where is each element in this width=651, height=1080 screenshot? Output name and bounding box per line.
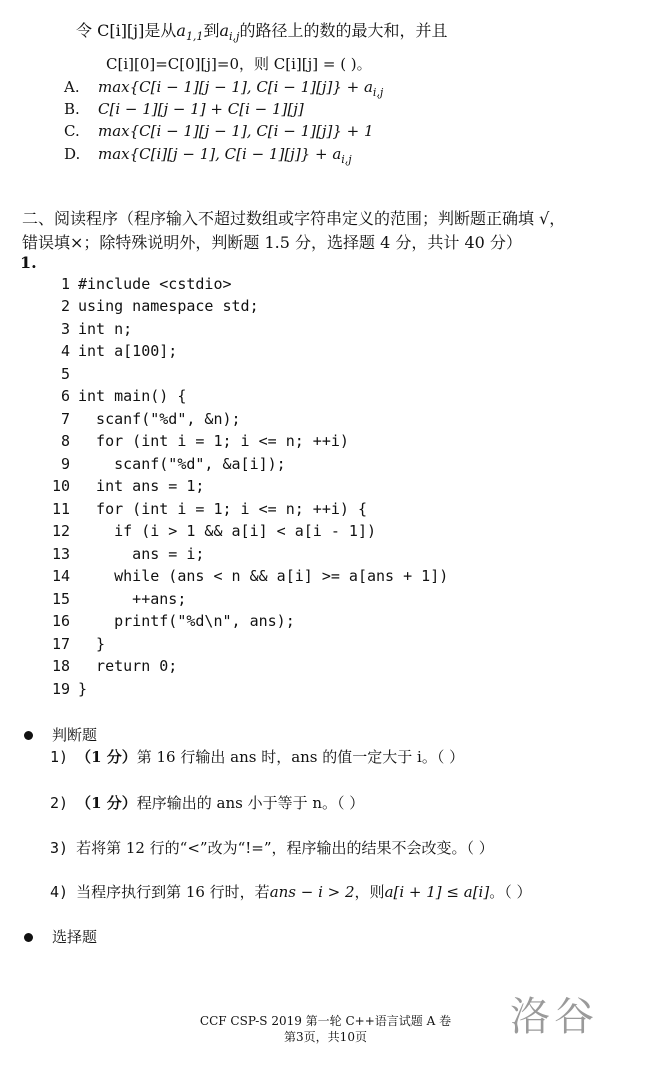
section-heading-line2: 错误填×；除特殊说明外，判断题 1.5 分，选择题 4 分，共计 40 分） (22, 233, 522, 252)
code-line: 16 printf("%d\n", ans); (51, 612, 295, 630)
code-line: 6 int main() { (60, 387, 187, 405)
judge-item-1: 1) （1 分）第 16 行输出 ans 时，ans 的值一定大于 i。（ ） (50, 748, 465, 766)
question-stem-line2: C[i][0]=C[0][j]=0，则 C[i][j] = ( )。 (106, 55, 372, 73)
code-line: 18 return 0; (51, 657, 178, 675)
judge-item-3: 3) 若将第 12 行的“<”改为“!=”，程序输出的结果不会改变。（ ） (50, 839, 494, 857)
code-line: 7 scanf("%d", &n); (60, 410, 241, 428)
option-b: B. C[i − 1][j − 1] + C[i − 1][j] (64, 100, 304, 118)
code-line: 3 int n; (60, 320, 133, 338)
code-line: 12 if (i > 1 && a[i] < a[i - 1]) (51, 522, 377, 540)
code-line: 2 using namespace std; (60, 297, 259, 315)
judge-title: 判断题 (52, 726, 98, 744)
footer-line1: CCF CSP-S 2019 第一轮 C++语言试题 A 卷 (199, 1014, 452, 1028)
code-line: 9 scanf("%d", &a[i]); (60, 455, 286, 473)
problem-number: 1. (20, 253, 37, 272)
code-line: 11 for (int i = 1; i <= n; ++i) { (51, 500, 367, 518)
bullet-icon (24, 731, 33, 740)
bullet-icon (24, 933, 33, 942)
judge-item-2: 2) （1 分）程序输出的 ans 小于等于 n。（ ） (50, 794, 365, 812)
code-line: 8 for (int i = 1; i <= n; ++i) (60, 432, 349, 450)
code-line: 19 } (51, 680, 88, 698)
code-line: 14 while (ans < n && a[i] >= a[ans + 1]) (51, 567, 449, 585)
choice-title: 选择题 (52, 928, 98, 946)
footer-page-number: 第3页，共10页 (284, 1030, 367, 1044)
code-line: 15 ++ans; (51, 590, 187, 608)
section-heading-line1: 二、阅读程序（程序输入不超过数组或字符串定义的范围；判断题正确填 √， (22, 209, 566, 228)
code-line: 10 int ans = 1; (51, 477, 205, 495)
option-c: C. max{C[i − 1][j − 1], C[i − 1][j]} + 1 (64, 122, 374, 140)
code-line: 4 int a[100]; (60, 342, 178, 360)
code-line: 5 (60, 365, 70, 383)
option-a: A. max{C[i − 1][j − 1], $C[i - 1][j]\} + a_{i,j}$ (64, 78, 384, 99)
code-line: 1 #include <cstdio> (60, 275, 232, 293)
option-d: D. max{C[i][j − 1], $C[i - 1][j]\} + a_{i,j}$ (64, 145, 352, 166)
luogu-watermark: 洛谷 (510, 994, 598, 1040)
code-line: 13 ans = i; (51, 545, 205, 563)
question-stem-line1: 令 C[i][j]是从$a_{1,1}$到$a_{i,j}$的路径上的数的最大和，并且 (76, 21, 448, 44)
judge-item-4: 4) 当程序执行到第 16 行时，若ans − i > 2，则a[i + 1] ≤ a[i]。（ ） (50, 883, 532, 901)
code-line: 17 } (51, 635, 106, 653)
